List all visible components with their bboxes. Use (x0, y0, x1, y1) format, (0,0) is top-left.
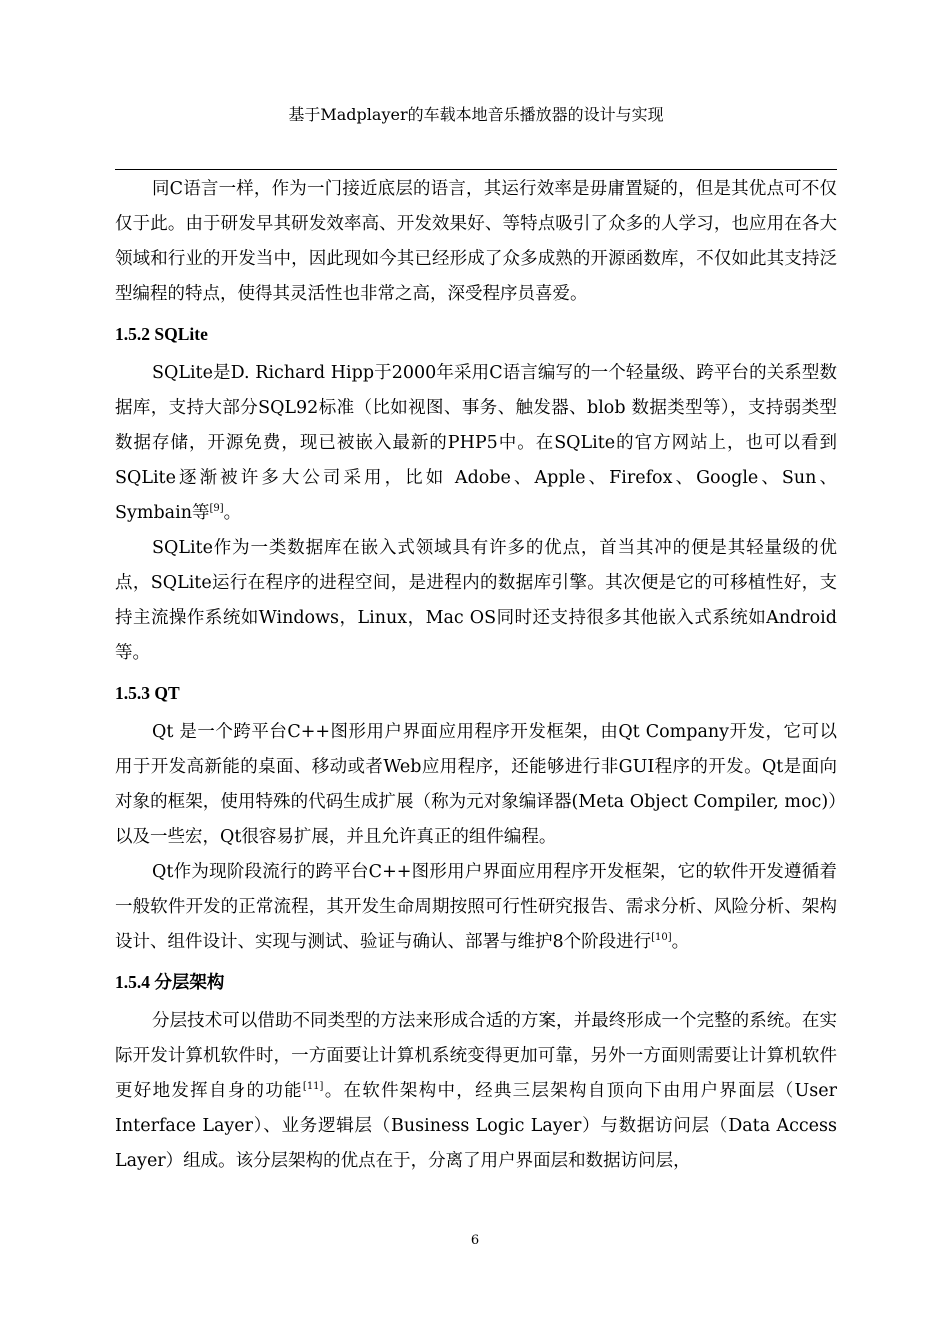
paragraph-text: Qt作为现阶段流行的跨平台C++图形用户界面应用程序开发框架，它的软件开发遵循着一般软件开发的正常流程，其开发生命周期按照可行性研究报告、需求分析、风险分析、架构设计、组件设计、实现与测试、验证与确认、部署与维护8个阶段进行 (115, 862, 837, 952)
paragraph-tail: 。 (223, 503, 242, 523)
section-heading-layered-architecture: 1.5.4 分层架构 (115, 972, 225, 992)
qt-paragraph-1: Qt 是一个跨平台C++图形用户界面应用程序开发框架，由Qt Company开发，它可以用于开发高新能的桌面、移动或者Web应用程序，还能够进行非GUI程序的开发。Qt是面向对象的框架，使用特殊的代码生成扩展（称为元对象编译器(Meta Object Compiler, moc)）以及一些宏，Qt很容易扩展，并且允许真正的组件编程。 (115, 722, 837, 847)
section-heading-sqlite: 1.5.2 SQLite (115, 324, 208, 344)
header-rule (115, 169, 837, 170)
citation-ref: [9] (209, 503, 224, 515)
paragraph-text: 分层技术可以借助不同类型的方法来形成合适的方案，并最终形成一个完整的系统。在实际开发计算机软件时，一方面要让计算机系统变得更加可靠，另外一方面则需要让计算机软件更好地发挥自身的功能 (115, 1011, 837, 1101)
sqlite-paragraph-1 (115, 356, 837, 531)
section-heading-qt: 1.5.3 QT (115, 683, 180, 703)
sqlite-paragraph-2: SQLite作为一类数据库在嵌入式领域具有许多的优点，首当其冲的便是其轻量级的优点，SQLite运行在程序的进程空间，是进程内的数据库引擎。其次便是它的可移植性好，支持主流操作系统如Windows，Linux，Mac OS同时还支持很多其他嵌入式系统如Android等。 (115, 538, 837, 663)
page-body (115, 172, 837, 1179)
running-header: 基于Madplayer的车载本地音乐播放器的设计与实现 (288, 105, 664, 124)
layered-paragraph-1 (115, 1004, 837, 1179)
page-number: 6 (470, 1233, 480, 1248)
intro-paragraph: 同C语言一样，作为一门接近底层的语言，其运行效率是毋庸置疑的，但是其优点可不仅仅于此。由于研发早其研发效率高、开发效果好、等特点吸引了众多的人学习，也应用在各大领域和行业的开发当中，因此现如今其已经形成了众多成熟的开源函数库，不仅如此其支持泛型编程的特点，使得其灵活性也非常之高，深受程序员喜爱。 (115, 179, 837, 304)
citation-ref: [11] (302, 1081, 324, 1093)
paragraph-tail: 。在软件架构中，经典三层架构自顶向下由用户界面层（User Interface Layer）、业务逻辑层（Business Logic Layer）与数据访问层（Data Access Layer）组成。该分层架构的优点在于，分离了用户界面层和数据访问层， (115, 1081, 837, 1171)
citation-ref: [10] (651, 932, 672, 944)
paragraph-text: SQLite是D. Richard Hipp于2000年采用C语言编写的一个轻量级、跨平台的关系型数据库，支持大部分SQL92标准（比如视图、事务、触发器、blob 数据类型等），支持弱类型数据存储，开源免费，现已被嵌入最新的PHP5中。在SQLite的官方网站上，也可以看到SQLite逐渐被许多大公司采用，比如 Adobe、Apple、Firefox、Google、Sun、Symbain等 (115, 363, 837, 523)
qt-paragraph-2 (115, 855, 837, 960)
paragraph-tail: 。 (671, 932, 690, 952)
